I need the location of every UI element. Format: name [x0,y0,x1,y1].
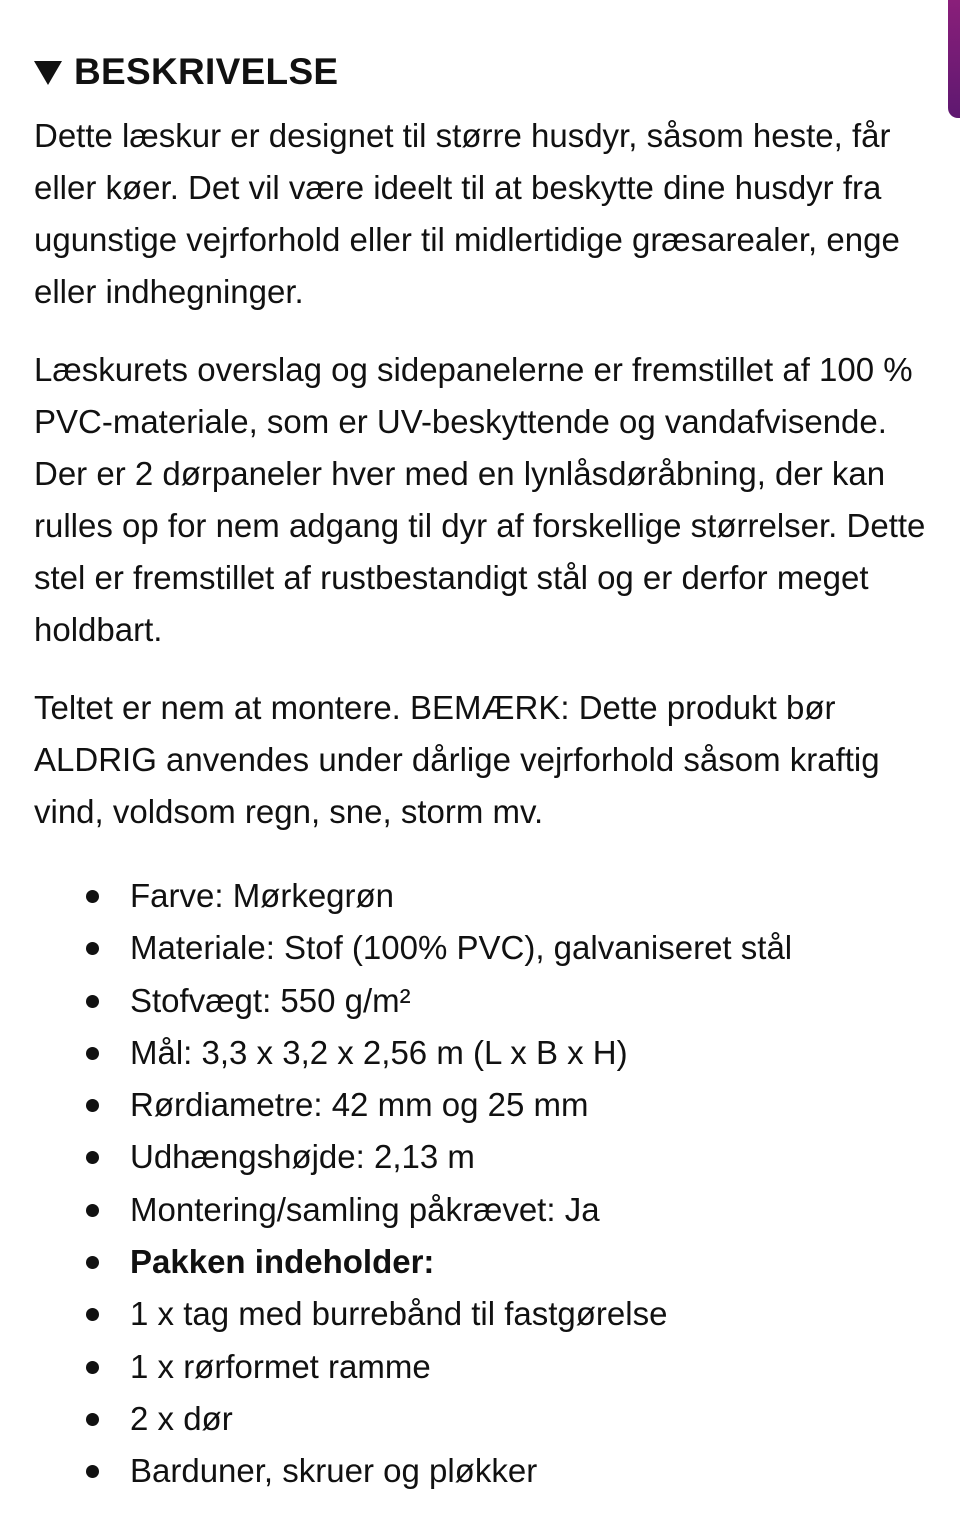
triangle-down-icon [34,61,62,85]
spec-list-item: Stofvægt: 550 g/m² [34,975,934,1027]
section-title: BESKRIVELSE [74,51,339,92]
bullet-dot-icon [86,1361,99,1374]
bullet-dot-icon [86,1465,99,1478]
bullet-dot-icon [86,890,99,903]
bullet-dot-icon [86,942,99,955]
package-contents-heading: Pakken indeholder: [34,1236,934,1288]
description-paragraph-3: Teltet er nem at montere. BEMÆRK: Dette produkt bør ALDRIG anvendes under dårlige vejrforhold såsom kraftig vind, voldsom regn, sne, storm mv. [34,689,880,830]
spec-list-item: Rørdiametre: 42 mm og 25 mm [34,1079,934,1131]
spec-list-item: Mål: 3,3 x 3,2 x 2,56 m (L x B x H) [34,1027,934,1079]
spec-list [34,870,934,1498]
bullet-dot-icon [86,1151,99,1164]
bullet-dot-icon [86,1099,99,1112]
bullet-dot-icon [86,1204,99,1217]
spec-list-item: Udhængshøjde: 2,13 m [34,1131,934,1183]
spec-list-item: 2 x dør [34,1393,934,1445]
bullet-dot-icon [86,1413,99,1426]
description-paragraph-1: Dette læskur er designet til større husdyr, såsom heste, får eller køer. Det vil være ideelt til at beskytte dine husdyr fra ugunstige vejrforhold eller til midlertidige græsarealer, enge eller indhegninger. [34,117,900,310]
spec-list-item: 1 x rørformet ramme [34,1341,934,1393]
spec-list-item: Farve: Mørkegrøn [34,870,934,922]
spec-list-item: Montering/samling påkrævet: Ja [34,1184,934,1236]
description-toggle[interactable] [34,44,934,100]
bullet-dot-icon [86,1047,99,1060]
spec-list-item: Barduner, skruer og pløkker [34,1445,934,1497]
description-paragraph-2: Læskurets overslag og sidepanelerne er fremstillet af 100 % PVC-materiale, som er UV-beskyttende og vandafvisende. Der er 2 dørpaneler hver med en lynlåsdøråbning, der kan rulles op for nem adgang til dyr af forskellige størrelser. Dette stel er fremstillet af rustbestandigt stål og er derfor meget holdbart. [34,351,926,648]
bullet-dot-icon [86,1256,99,1269]
bullet-dot-icon [86,1308,99,1321]
edge-accent-tab [948,0,960,118]
spec-list-item: Materiale: Stof (100% PVC), galvaniseret stål [34,922,934,974]
bullet-dot-icon [86,995,99,1008]
description-section [34,44,934,1498]
spec-list-item: 1 x tag med burrebånd til fastgørelse [34,1288,934,1340]
